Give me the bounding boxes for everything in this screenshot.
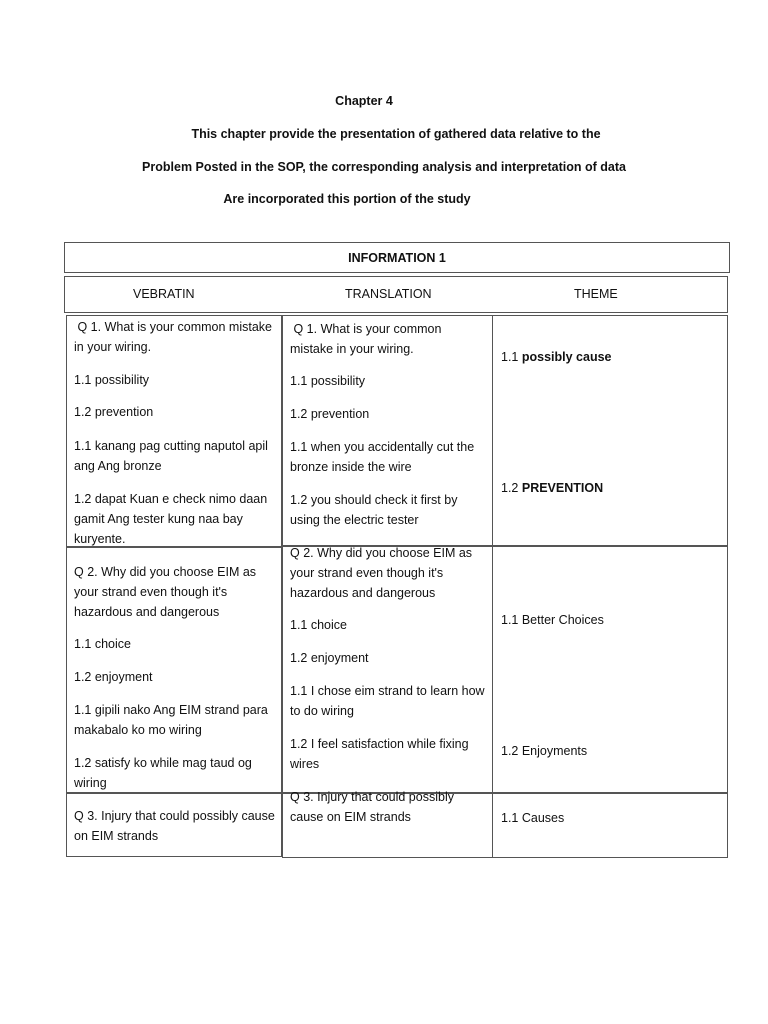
row2-verbatim-item: 1.2 enjoyment bbox=[74, 670, 153, 684]
row1-theme-item bbox=[501, 478, 603, 498]
intro-line-1: This chapter provide the presentation of gathered data relative to the bbox=[191, 127, 601, 141]
chapter-title: Chapter 4 bbox=[335, 94, 393, 108]
row1-verbatim-item: 1.2 dapat Kuan e check nimo daan gamit Ang tester kung naa bay kuryente. bbox=[74, 492, 268, 546]
row2-theme-item: 1.2 Enjoyments bbox=[501, 744, 588, 758]
row2-verbatim-item: 1.1 choice bbox=[74, 637, 131, 651]
table-title: INFORMATION 1 bbox=[348, 251, 446, 265]
row2-translation-item: 1.1 choice bbox=[290, 618, 347, 632]
row1-translation-item: 1.1 when you accidentally cut the bronze inside the wire bbox=[290, 440, 475, 474]
row1-theme-number: 1.2 bbox=[501, 481, 522, 495]
intro-line-2: Problem Posted in the SOP, the corresponding analysis and interpretation of data bbox=[142, 160, 626, 174]
row1-translation-item: 1.1 possibility bbox=[290, 374, 366, 388]
row2-verbatim-item: 1.2 satisfy ko while mag taud og wiring bbox=[74, 756, 252, 790]
row1-translation-item: 1.2 prevention bbox=[290, 407, 370, 421]
row1-translation-item: 1.2 you should check it first by using the electric tester bbox=[290, 493, 458, 527]
row1-theme-label: PREVENTION bbox=[521, 481, 604, 495]
column-header-row bbox=[64, 276, 728, 313]
column-header-verbatim: VEBRATIN bbox=[133, 287, 195, 301]
row1-verbatim-item: 1.2 prevention bbox=[74, 405, 154, 419]
row1-theme-number: 1.1 bbox=[501, 350, 522, 364]
row1-translation-question: Q 1. What is your common mistake in your wiring. bbox=[290, 322, 445, 356]
row3-theme-item: 1.1 Causes bbox=[501, 811, 565, 825]
row2-translation-item: 1.2 enjoyment bbox=[290, 651, 369, 665]
row2-translation-question: Q 2. Why did you choose EIM as your strand even though it's hazardous and dangerous bbox=[290, 546, 473, 600]
row1-theme-item bbox=[501, 347, 611, 367]
row3-translation-question: Q 3. Injury that could possibly cause on EIM strands bbox=[290, 790, 454, 824]
row2-verbatim-item: 1.1 gipili nako Ang EIM strand para makabalo ko mo wiring bbox=[74, 703, 268, 737]
row3-verbatim-question: Q 3. Injury that could possibly cause on EIM strands bbox=[74, 809, 275, 843]
row2-translation-item: 1.2 I feel satisfaction while fixing wires bbox=[290, 737, 469, 771]
row2-translation-item: 1.1 I chose eim strand to learn how to do wiring bbox=[290, 684, 485, 718]
table-title-box bbox=[64, 242, 730, 273]
intro-line-3: Are incorporated this portion of the study bbox=[223, 192, 471, 206]
row2-theme-item: 1.1 Better Choices bbox=[501, 613, 604, 627]
column-header-translation: TRANSLATION bbox=[345, 287, 432, 301]
row1-verbatim-item: 1.1 possibility bbox=[74, 373, 150, 387]
row1-verbatim-question: Q 1. What is your common mistake in your wiring. bbox=[74, 320, 276, 354]
column-header-theme: THEME bbox=[574, 287, 618, 301]
row2-verbatim-question: Q 2. Why did you choose EIM as your strand even though it's hazardous and dangerous bbox=[74, 565, 257, 619]
row1-theme-label: possibly cause bbox=[521, 350, 612, 364]
row1-verbatim-item: 1.1 kanang pag cutting naputol apil ang Ang bronze bbox=[74, 439, 268, 473]
